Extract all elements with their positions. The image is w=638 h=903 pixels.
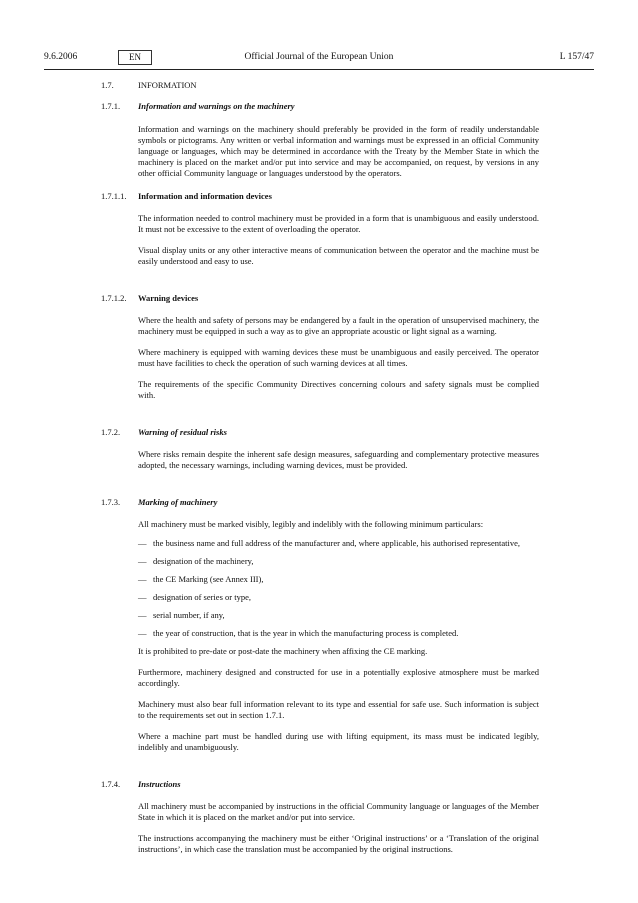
- section-heading: [101, 80, 539, 91]
- section-number: 1.7.1.1.: [101, 191, 127, 201]
- paragraph: Information and warnings on the machinery should preferably be provided in the form of readily understandable symbols or pictograms. Any written or verbal information and warnings must be expressed in an official Community language or languages, which may be determined in accordance with the Treaty by the Member State in which the machinery is placed on the market and/or put into service and may be accompanied, on request, by versions in any other official Community language or languages understood by the operators.: [138, 124, 539, 178]
- paragraph: Where a machine part must be handled during use with lifting equipment, its mass must be indicated legibly, indelibly and unambiguously.: [138, 731, 539, 752]
- document-body: [101, 80, 539, 855]
- language-badge: EN: [118, 50, 152, 65]
- section-heading: [101, 427, 539, 438]
- list-dash: —: [138, 592, 147, 602]
- paragraph: Where the health and safety of persons may be endangered by a fault in the operation of unsupervised machinery, the machinery must be equipped in such a way as to give an appropriate acoustic or light signal as a warning.: [138, 315, 539, 336]
- list-item: [138, 628, 539, 639]
- list-dash: —: [138, 556, 147, 566]
- header-rule: [44, 69, 594, 70]
- paragraph: The instructions accompanying the machinery must be either ‘Original instructions’ or a ‘Translation of the original instructions’, in which case the translation must be accompanied by the original instructions.: [138, 833, 539, 854]
- section-heading: [101, 101, 539, 112]
- paragraph: Where machinery is equipped with warning devices these must be unambiguous and easily perceived. The operator must have facilities to check the operation of such warning devices at all times.: [138, 347, 539, 368]
- paragraph: Furthermore, machinery designed and constructed for use in a potentially explosive atmosphere must be marked accordingly.: [138, 667, 539, 688]
- paragraph: All machinery must be marked visibly, legibly and indelibly with the following minimum particulars:: [138, 519, 484, 529]
- list-item: [138, 538, 539, 549]
- section-title: Warning devices: [138, 293, 199, 303]
- section-title: Information and information devices: [138, 191, 272, 201]
- section-number: 1.7.: [101, 80, 114, 90]
- section-number: 1.7.4.: [101, 779, 121, 789]
- list-item-text: designation of series or type,: [153, 592, 251, 602]
- list-item-text: the year of construction, that is the year in which the manufacturing process is completed.: [153, 628, 459, 638]
- paragraph: The requirements of the specific Community Directives concerning colours and safety signals must be complied with.: [138, 379, 539, 400]
- section-number: 1.7.1.: [101, 101, 121, 111]
- paragraph: Visual display units or any other interactive means of communication between the operator and the machine must be easily understood and easy to use.: [138, 245, 539, 266]
- list-item: [138, 592, 539, 603]
- paragraph: The information needed to control machinery must be provided in a form that is unambiguous and easily understood. It must not be excessive to the extent of overloading the operator.: [138, 213, 539, 234]
- list-item: [138, 610, 539, 621]
- list-dash: —: [138, 628, 147, 638]
- paragraph: Where risks remain despite the inherent safe design measures, safeguarding and complementary protective measures adopted, the necessary warnings, including warning devices, must be provided.: [138, 449, 539, 470]
- list-item-text: designation of the machinery,: [153, 556, 254, 566]
- section-title: Instructions: [138, 779, 181, 789]
- section-title: INFORMATION: [138, 80, 197, 90]
- list-item-text: the business name and full address of the manufacturer and, where applicable, his authorised representative,: [153, 538, 521, 548]
- page-number: L 157/47: [559, 52, 594, 62]
- section-heading: [101, 191, 539, 202]
- section-heading: [101, 779, 539, 790]
- list-item-text: the CE Marking (see Annex III),: [153, 574, 264, 584]
- section-number: 1.7.3.: [101, 497, 121, 507]
- section-heading: [101, 293, 539, 304]
- journal-title: Official Journal of the European Union: [244, 52, 394, 62]
- list-dash: —: [138, 538, 147, 548]
- paragraph: Machinery must also bear full information relevant to its type and essential for safe use. Such information is subject to the requirements set out in section 1.7.1.: [138, 699, 539, 720]
- paragraph: It is prohibited to pre-date or post-date the machinery when affixing the CE marking.: [138, 646, 428, 656]
- list-item: [138, 556, 539, 567]
- page-header: [0, 52, 638, 66]
- section-number: 1.7.1.2.: [101, 293, 127, 303]
- section-heading: [101, 497, 539, 508]
- section-title: Marking of machinery: [138, 497, 218, 507]
- list-dash: —: [138, 610, 147, 620]
- list-item: [138, 574, 539, 585]
- section-title: Warning of residual risks: [138, 427, 227, 437]
- section-title: Information and warnings on the machinery: [138, 101, 295, 111]
- list-item-text: serial number, if any,: [153, 610, 225, 620]
- publication-date: 9.6.2006: [44, 52, 78, 62]
- list-dash: —: [138, 574, 147, 584]
- section-number: 1.7.2.: [101, 427, 121, 437]
- paragraph: All machinery must be accompanied by instructions in the official Community language or languages of the Member State in which it is placed on the market and/or put into service.: [138, 801, 539, 822]
